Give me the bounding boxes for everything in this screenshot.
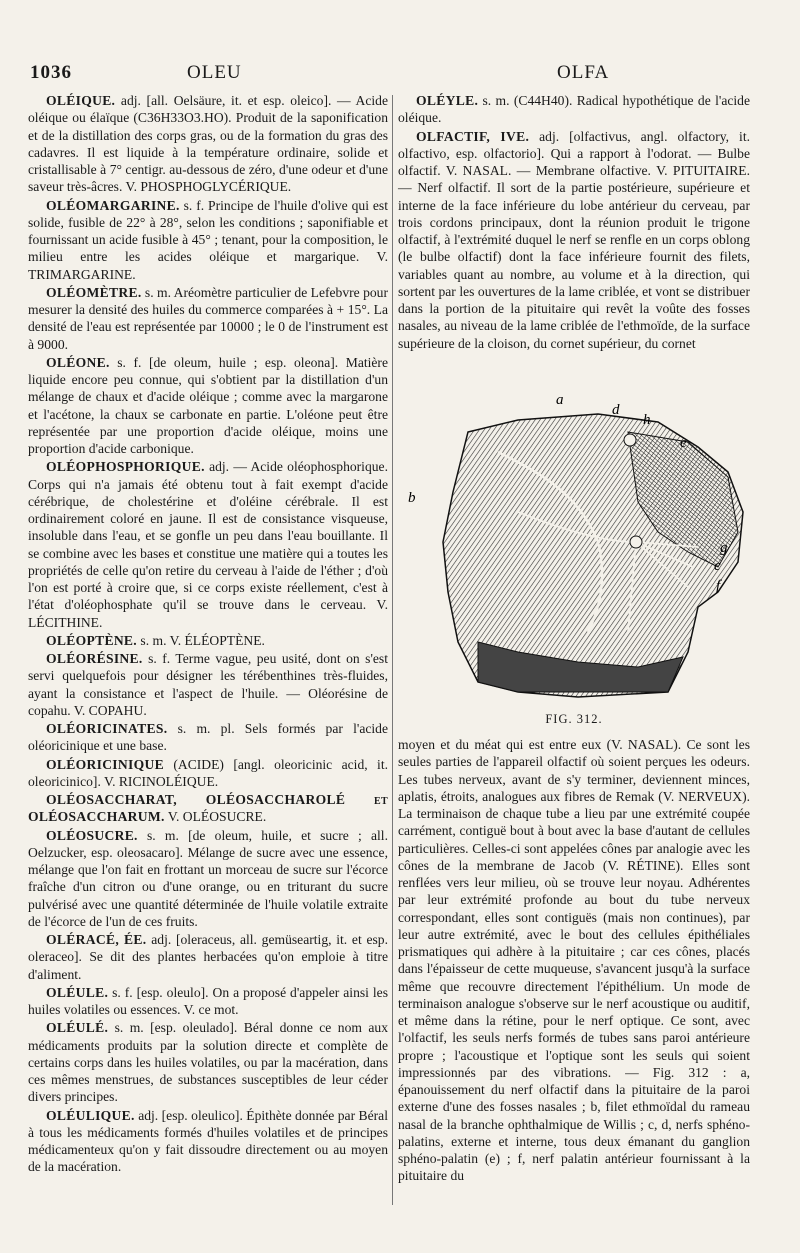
entry-definition: adj. [oleraceus, all. gemüseartig, it. et esp. oleraceo]. Se dit des plantes herbacées qu'on emploie à titre d'aliment. bbox=[28, 932, 388, 982]
dictionary-entry bbox=[28, 92, 388, 196]
entry-definition: adj. — Acide oléophosphorique. Corps qui n'a jamais été obtenu tout à fait exempt d'acide cérébrique, de cholestérine et d'oléine cérébrale. Il est ordinairement coloré en jaune. Il est de consistance visqueuse, insoluble dans l'eau, et se gonfle un peu dans l'eau bouillante. Il se combine avec les bases et constitue une matière qui a toutes les propriétés de celle qu'on retire du cerveau à l'aide de l'éther ; d'où l'on est porté à croire que, si ce corps existe réellement, c'est à l'état d'oléophosphate qu'il se trouve dans le cerveau. V. LÉCITHINE. bbox=[28, 459, 388, 630]
entry-headword: OLÉONE. bbox=[46, 354, 110, 370]
label-d: d bbox=[612, 402, 620, 418]
label-a: a bbox=[556, 392, 564, 408]
dictionary-entry bbox=[398, 128, 750, 352]
entry-headword: OLÉOPTÈNE. bbox=[46, 632, 138, 648]
dictionary-entry bbox=[28, 650, 388, 719]
entry-headword: OLÉORICINATES. bbox=[46, 721, 168, 736]
entry-definition: V. OLÉOSUCRE. bbox=[164, 809, 267, 825]
entry-headword: OLÉOSUCRE. bbox=[46, 827, 138, 843]
dictionary-entry bbox=[28, 1019, 388, 1105]
dictionary-entry bbox=[398, 92, 750, 127]
label-g: g bbox=[720, 540, 728, 556]
entry-headword: OLÉYLE. bbox=[416, 93, 479, 108]
entry-definition: s. f. [de oleum, huile ; esp. oleona]. Matière liquide encore peu connue, qui s'obtient par la distillation d'un mélange de chaux et d'acide oléique ; comme avec la margarone et l'acétone, la chaux se carbonate en partie. L'oléone peut être représentée par une proportion d'acide oléique, moins une proportion d'acide carbonique. bbox=[28, 354, 388, 456]
entry-definition: (ACIDE) [angl. oleoricinic acid, it. oleoricinico]. V. RICINOLÉIQUE. bbox=[28, 756, 388, 789]
entry-headword: OLÉRACÉ, ÉE. bbox=[46, 932, 147, 947]
dictionary-entry bbox=[28, 354, 388, 458]
entry-definition: adj. [esp. oleulico]. Épithète donnée par Béral à tous les médicaments formés d'huiles volatiles et de principes médicamenteux qu'on y fait dissoudre directement ou au moyen de la macération. bbox=[28, 1107, 388, 1175]
left-running-head: OLEU bbox=[187, 62, 242, 83]
right-column-top bbox=[398, 92, 750, 353]
entry-headword: OLÉORÉSINE. bbox=[46, 651, 143, 666]
entry-headword: OLÉULÉ. bbox=[46, 1020, 109, 1036]
dictionary-entry bbox=[28, 827, 388, 931]
label-b: b bbox=[408, 490, 416, 506]
entry-headword: OLFACTIF, IVE. bbox=[416, 128, 530, 144]
entry-headword: OLÉULIQUE. bbox=[46, 1107, 135, 1123]
dictionary-entry bbox=[28, 984, 388, 1019]
entry-headword: OLÉOMÈTRE. bbox=[46, 284, 142, 300]
dictionary-entry bbox=[28, 1107, 388, 1176]
right-running-head: OLFA bbox=[557, 62, 610, 83]
paragraph-continuation: moyen et du méat qui est entre eux (V. NASAL). Ce sont les seules parties de l'appareil olfactif où soient perçues les odeurs. Les tubes nerveux, avant de s'y terminer, deviennent minces, aplatis, étroits, analogues aux fibres de Remak (V. NERVEUX). La terminaison de chaque tube a lieu par une extrémité coupée carrément, contiguë bout à bout avec la base d'autant de cellules particulières. Celles-ci sont appelées cônes par analogie avec les cônes de la membrane de Jacob (V. RÉTINE). Elles sont renflées vers leur milieu, où se trouve leur noyau. Adhérentes par leur extrémité profonde au bout du tube nerveux correspondant, elles sont contiguës (mais non continues), par leur autre extrémité, avec le bout des cellules épithéliales prismatiques qui adhère à la pituitaire ; car ces cônes, placés dans l'épaisseur de cette muqueuse, s'avancent jusqu'à la surface même que recouvre directement l'épithélium. Un mode de terminaison analogue s'observe sur le nerf acoustique ou auditif, et même dans la rétine, pour le nerf optique. Ce sont, avec l'olfactif, les seuls nerfs formés de tubes sans paroi antérieure propre ; l'acoustique et l'optique sont les seuls qui soient impressionnés par des vibrations. — Fig. 312 : a, épanouissement du nerf olfactif dans la pituitaire de la paroi externe d'une des fosses nasales ; b, filet ethmoïdal du rameau nasal de la branche ophthalmique de Willis ; c, d, nerfs sphéno-palatins, externe et interne, tous deux émanant du ganglion sphéno-palatin (e) ; f, nerf palatin antérieur fournissant à la pituitaire du bbox=[398, 737, 750, 1184]
entry-definition: adj. [olfactivus, angl. olfactory, it. olfactivo, esp. olfactorio]. Qui a rapport à l'odorat. — Bulbe olfactif. V. NASAL. — Membrane olfactive. V. PITUITAIRE. — Nerf olfactif. Il sort de la partie postérieure, supérieure et interne de la face inférieure du lobe antérieur du cerveau, par trois cordons principaux, dont la réunion produit le trigone olfactif, à l'extrémité duquel le nerf se renfle en un corps oblong (le bulbe olfactif) dont la face inférieure fournit des filets, variables quant au nombre, au volume et à la direction, qui sortent par les ouvertures de la lame criblée, et vont se distribuer dans la portion de la pituitaire qui revêt la voûte des fosses nasales, au niveau de la lame criblée de l'ethmoïde, de la surface supérieure de la cloison, du cornet supérieur, du cornet bbox=[398, 128, 750, 351]
page-header bbox=[0, 62, 800, 88]
entry-headword: OLÉULE. bbox=[46, 984, 109, 1000]
figure-labels bbox=[398, 392, 750, 710]
entry-headword: OLÉOSACCHARAT, OLÉOSACCHAROLÉ et OLÉOSACCHARUM. bbox=[28, 792, 388, 825]
dictionary-entry bbox=[28, 720, 388, 755]
right-column-bottom bbox=[398, 736, 750, 1185]
entry-definition: s. m. [de oleum, huile, et sucre ; all. Oelzucker, esp. oleosacaro]. Mélange de sucre avec une essence, mélange que l'on fait en frottant un morceau de sucre sur l'écorce fraîche d'un citron ou d'une orange, ou en triturant du sucre pulvérisé avec une quantité déterminée de l'huile volatile extraite de l'écorce de l'un de ces fruits. bbox=[28, 827, 388, 929]
label-e: e bbox=[680, 435, 687, 451]
entry-definition: s. f. [esp. oleulo]. On a proposé d'appeler ainsi les huiles volatiles ou essences. V. ce mot. bbox=[28, 984, 388, 1017]
entry-headword: OLÉOMARGARINE. bbox=[46, 197, 180, 213]
entry-definition: adj. [all. Oelsäure, it. et esp. oleico]. — Acide oléique ou élaïque (C36H33O3.HO). Produit de la saponification et de la distillation des corps gras, ou de la formation du gras des cadavres. Il est liquide à la température ordinaire, solide et cristallisable à 7° centigr. au-dessous de zéro, d'une odeur et d'une saveur très-âcres. V. PHOSPHOGLYCÉRIQUE. bbox=[28, 93, 388, 195]
dictionary-entry bbox=[28, 791, 388, 826]
label-h: h bbox=[643, 412, 651, 428]
entry-definition: s. m. pl. Sels formés par l'acide oléoricinique et une base. bbox=[28, 721, 388, 754]
dictionary-entry bbox=[28, 931, 388, 983]
entry-definition: s. f. Terme vague, peu usité, dont on s'est servi quelquefois pour désigner les térébenthines très-fluides, ayant la consistance et l'aspect de l'huile. — Oléorésine de copahu. V. COPAHU. bbox=[28, 651, 388, 718]
left-column bbox=[28, 92, 388, 1177]
dictionary-entry bbox=[28, 756, 388, 791]
entry-definition: s. m. Aréomètre particulier de Lefebvre pour mesurer la densité des huiles du commerce comparées à + 15°. La densité de l'eau est représentée par 10000 ; le 0 de l'instrument est à 9000. bbox=[28, 284, 389, 352]
dictionary-entry bbox=[28, 632, 388, 649]
entry-definition: s. f. Principe de l'huile d'olive qui est solide, fusible de 22° à 28°, selon les conditions ; saponifiable et fournissant un acide fusible à 45° ; tenant, pour la composition, le milieu entre les acides oléique et margarique. V. TRIMARGARINE. bbox=[28, 197, 388, 282]
dictionary-entry bbox=[28, 458, 388, 631]
label-c: c bbox=[714, 558, 721, 574]
dictionary-entry bbox=[28, 197, 388, 283]
label-f: f bbox=[716, 578, 721, 594]
entry-headword: OLÉIQUE. bbox=[46, 93, 116, 108]
entry-definition: s. m. V. ÉLÉOPTÈNE. bbox=[137, 632, 265, 648]
column-divider bbox=[392, 95, 393, 1205]
entry-headword: OLÉOPHOSPHORIQUE. bbox=[46, 459, 205, 475]
dictionary-entry bbox=[28, 284, 388, 353]
entry-definition: s. m. [esp. oleulado]. Béral donne ce nom aux médicaments produits par la solution directe et complète de certains corps dans les huiles volatiles, ou par la macération, dans ces mêmes menstrues, de substances susceptibles de leur céder divers principes. bbox=[28, 1020, 388, 1105]
entry-definition: s. m. (C44H40). Radical hypothétique de l'acide oléique. bbox=[398, 93, 750, 126]
figure-caption: FIG. 312. bbox=[545, 712, 603, 726]
page-number: 1036 bbox=[30, 62, 72, 83]
entry-headword: OLÉORICINIQUE bbox=[46, 756, 164, 772]
